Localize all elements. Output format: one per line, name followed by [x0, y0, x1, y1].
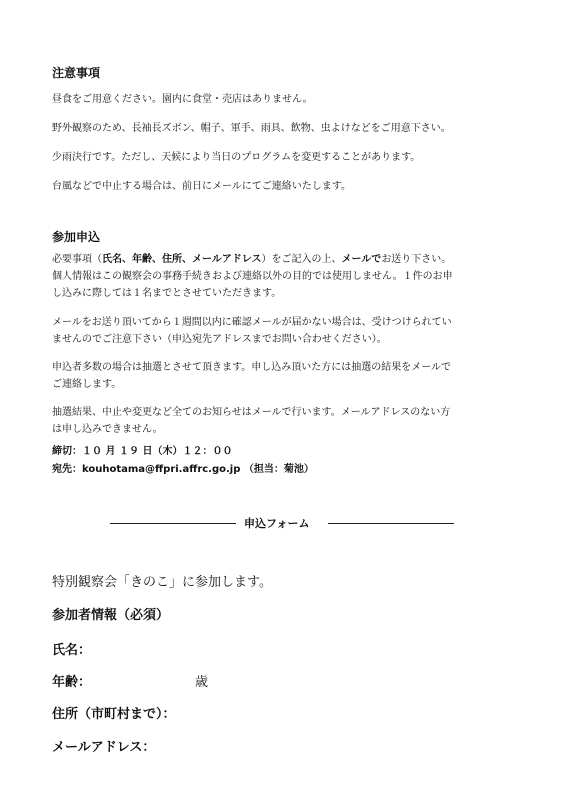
- text-segment: 必要事項（: [52, 254, 102, 265]
- apply-paragraph-4-line-1: 抽選結果、中止や変更など全てのお知らせはメールで行います。メールアドレスのない方: [52, 407, 451, 418]
- divider-right: [328, 523, 454, 524]
- apply-paragraph-4-line-2: は申し込みできません。: [52, 424, 163, 435]
- apply-paragraph-3-line-1: 申込者多数の場合は抽選とさせて頂きます。申し込み頂いた方には抽選の結果をメールで: [52, 362, 451, 373]
- apply-paragraph-1-line-1: [52, 251, 451, 269]
- notice-heading: 注意事項: [52, 66, 101, 80]
- form-title: 申込フォーム: [244, 517, 310, 530]
- recipient-address: 宛先：kouhotama@ffpri.affrc.go.jp （担当：菊池）: [52, 464, 314, 475]
- text-segment: お送り下さい。: [381, 254, 452, 265]
- notice-line-2: 野外観察のため、長袖長ズボン、帽子、軍手、雨具、飲物、虫よけなどをご用意下さい。: [52, 123, 451, 134]
- notice-line-1: 昼食をご用意ください。園内に食堂・売店はありません。: [52, 94, 313, 105]
- name-label: 氏名：: [52, 643, 92, 658]
- apply-paragraph-2-line-1: メールをお送り頂いてから１週間以内に確認メールが届かない場合は、受けつけられてい: [52, 317, 452, 328]
- deadline-text: 締切：１０ 月 １９ 日（木）１２：００: [52, 446, 233, 457]
- apply-heading: 参加申込: [52, 230, 101, 244]
- apply-paragraph-1-line-3: し込みに際しては１名までとさせていただきます。: [52, 288, 282, 299]
- required-fields-text: 氏名、年齢、住所、メールアドレス: [102, 254, 262, 265]
- email-label: メールアドレス：: [52, 740, 156, 755]
- apply-paragraph-1-line-2: 個人情報はこの観察会の事務手続きおよび連絡以外の目的では使用しません。１件のお申: [52, 271, 453, 282]
- by-email-text: メールで: [341, 254, 382, 265]
- notice-line-4: 台風などで中止する場合は、前日にメールにてご連絡いたします。: [52, 181, 351, 192]
- notice-line-3: 少雨決行です。ただし、天候により当日のプログラムを変更することがあります。: [52, 152, 421, 163]
- age-label: 年齢：: [52, 675, 92, 690]
- address-label: 住所（市町村まで）：: [52, 707, 176, 722]
- age-unit: 歳: [195, 675, 209, 690]
- apply-paragraph-2-line-2: ませんのでご注意下さい（申込宛先アドレスまでお問い合わせください）。: [52, 334, 387, 345]
- divider-left: [110, 523, 236, 524]
- text-segment: ）をご記入の上、: [261, 254, 342, 265]
- required-info-heading: 参加者情報（必須）: [52, 608, 170, 623]
- form-intro: 特別観察会「きのこ」に参加します。: [52, 575, 272, 590]
- apply-paragraph-3-line-2: ご連絡します。: [52, 379, 122, 390]
